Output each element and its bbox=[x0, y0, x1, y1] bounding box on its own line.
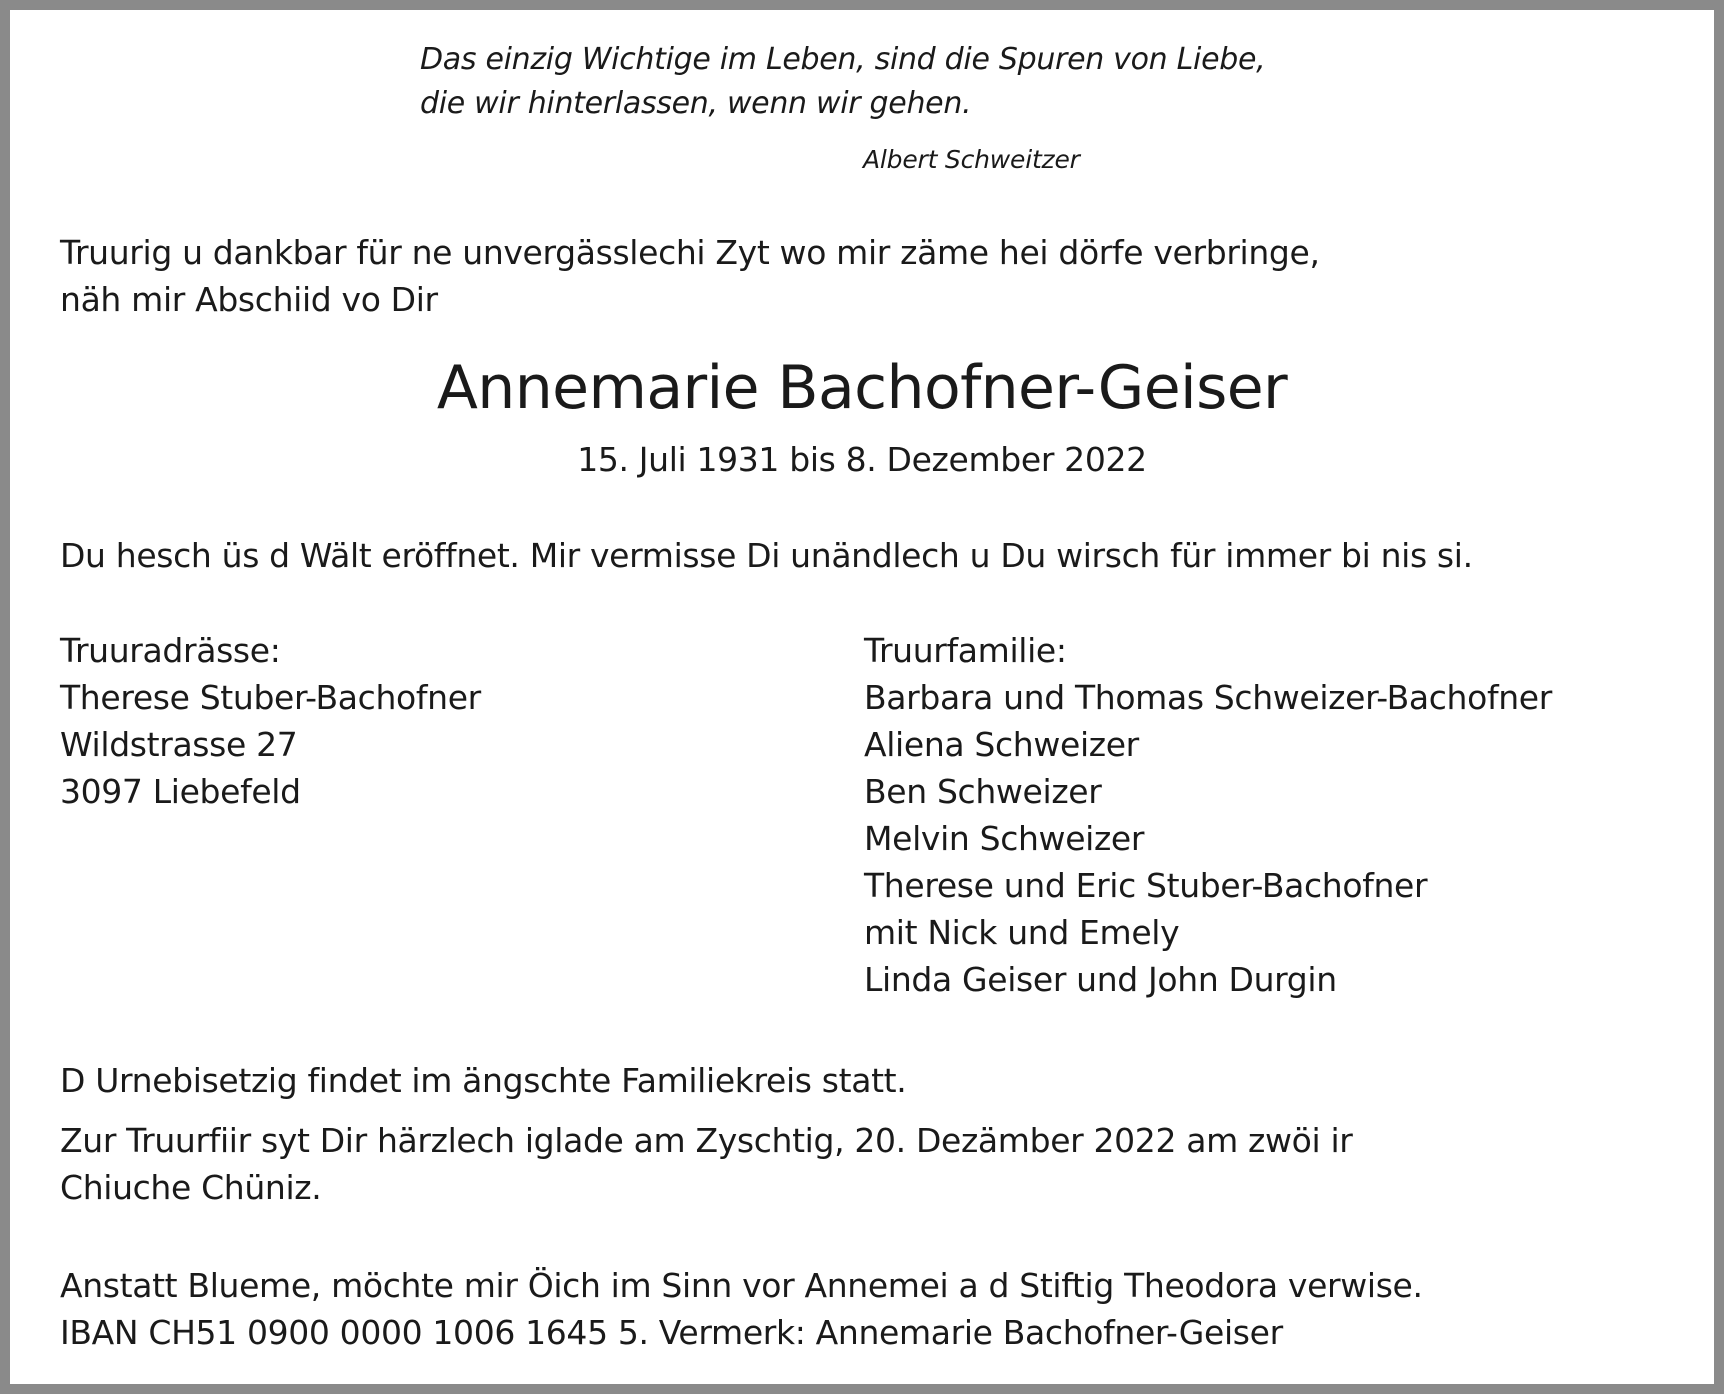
life-dates: 15. Juli 1931 bis 8. Dezember 2022 bbox=[577, 440, 1147, 479]
intro-line: näh mir Abschiid vo Dir bbox=[60, 280, 438, 319]
family-member: Barbara und Thomas Schweizer-Bachofner bbox=[864, 678, 1552, 717]
family-member: mit Nick und Emely bbox=[864, 913, 1180, 952]
donation-line: Anstatt Blueme, möchte mir Öich im Sinn vor Annemei a d Stiftig Theodora verwise. bbox=[60, 1266, 1423, 1305]
family-heading: Truurfamilie: bbox=[864, 631, 1067, 670]
family-member: Linda Geiser und John Durgin bbox=[864, 960, 1337, 999]
address-line: Wildstrasse 27 bbox=[60, 725, 298, 764]
intro-line: Truurig u dankbar für ne unvergässlechi Zyt wo mir zäme hei dörfe verbringe, bbox=[60, 233, 1320, 272]
address-line: 3097 Liebefeld bbox=[60, 772, 301, 811]
invitation-line: Chiuche Chüniz. bbox=[60, 1168, 322, 1207]
address-heading: Truuradrässe: bbox=[60, 631, 281, 670]
quote-author: Albert Schweitzer bbox=[863, 145, 1080, 174]
family-member: Ben Schweizer bbox=[864, 772, 1102, 811]
mourning-address bbox=[60, 627, 481, 815]
address-line: Therese Stuber-Bachofner bbox=[60, 678, 481, 717]
family-member: Aliena Schweizer bbox=[864, 725, 1139, 764]
epigraph-quote bbox=[420, 38, 1265, 126]
quote-line: die wir hinterlassen, wenn wir gehen. bbox=[420, 86, 972, 121]
tribute-text: Du hesch üs d Wält eröffnet. Mir vermisse Di unändlech u Du wirsch für immer bi nis si. bbox=[60, 536, 1473, 575]
quote-line: Das einzig Wichtige im Leben, sind die Spuren von Liebe, bbox=[420, 42, 1266, 77]
deceased-name: Annemarie Bachofner-Geiser bbox=[436, 353, 1288, 423]
funeral-invitation bbox=[60, 1117, 1352, 1211]
donation-iban-line: IBAN CH51 0900 0000 1006 1645 5. Vermerk: Annemarie Bachofner-Geiser bbox=[60, 1313, 1283, 1352]
mourning-family bbox=[864, 627, 1552, 1003]
invitation-line: Zur Truurfiir syt Dir härzlech iglade am Zyschtig, 20. Dezämber 2022 am zwöi ir bbox=[60, 1121, 1353, 1160]
family-member: Therese und Eric Stuber-Bachofner bbox=[864, 866, 1428, 905]
urn-burial-notice: D Urnebisetzig findet im ängschte Familiekreis statt. bbox=[60, 1061, 907, 1100]
family-member: Melvin Schweizer bbox=[864, 819, 1145, 858]
intro-text bbox=[60, 229, 1320, 323]
donation-notice bbox=[60, 1262, 1423, 1356]
